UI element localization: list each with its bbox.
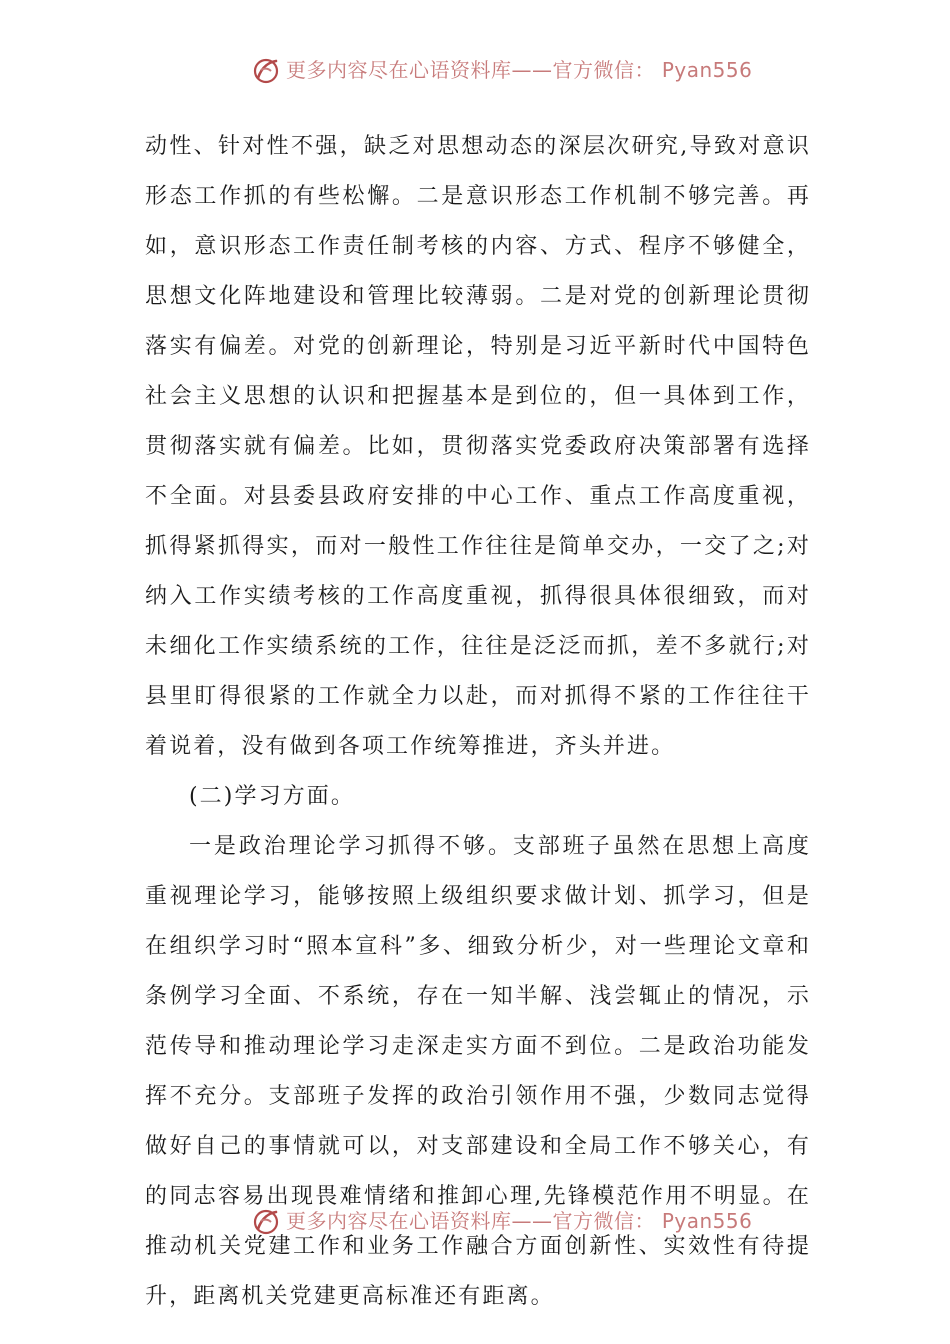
paragraph-study: 一是政治理论学习抓得不够。支部班子虽然在思想上高度重视理论学习，能够按照上级组织要求做计划、抓学习，但是在组织学习时“照本宣科”多、细致分析少，对一些理论文章和条例学习全面、不系统，存在一知半解、浅尝辄止的情况，示范传导和推动理论学习走深走实方面不到位。二是政治功能发挥不充分。支部班子发挥的政治引领作用不强，少数同志觉得做好自己的事情就可以，对支部建设和全局工作不够关心，有的同志容易出现畏难情绪和推卸心理,先锋模范作用不明显。在推动机关党建工作和业务工作融合方面创新性、实效性有待提升，距离机关党建更高标准还有距离。 <box>145 834 811 1309</box>
paragraph-continued: 动性、针对性不强，缺乏对思想动态的深层次研究,导致对意识形态工作抓的有些松懈。二是意识形态工作机制不够完善。再如，意识形态工作责任制考核的内容、方式、程序不够健全，思想文化阵地建设和管理比较薄弱。二是对党的创新理论贯彻落实有偏差。对党的创新理论，特别是习近平新时代中国特色社会主义思想的认识和把握基本是到位的，但一具体到工作，贯彻落实就有偏差。比如，贯彻落实党委政府决策部署有选择不全面。对县委县政府安排的中心工作、重点工作高度重视，抓得紧抓得实，而对一般性工作往往是简单交办，一交了之;对纳入工作实绩考核的工作高度重视，抓得很具体很细致，而对未细化工作实绩系统的工作，往往是泛泛而抓，差不多就行;对县里盯得很紧的工作就全力以赴，而对抓得不紧的工作往往干着说着，没有做到各项工作统筹推进，齐头并进。 <box>145 134 811 759</box>
watermark-text: 更多内容尽在心语资料库——官方微信： Pyan556 <box>286 57 753 82</box>
document-body <box>145 122 811 1322</box>
watermark-footer <box>252 1207 752 1235</box>
section-heading: (二)学习方面。 <box>189 784 355 809</box>
brand-logo-icon <box>252 1207 280 1235</box>
watermark-text: 更多内容尽在心语资料库——官方微信： Pyan556 <box>286 1208 753 1233</box>
brand-logo-icon <box>252 56 280 84</box>
watermark-header <box>252 56 752 84</box>
